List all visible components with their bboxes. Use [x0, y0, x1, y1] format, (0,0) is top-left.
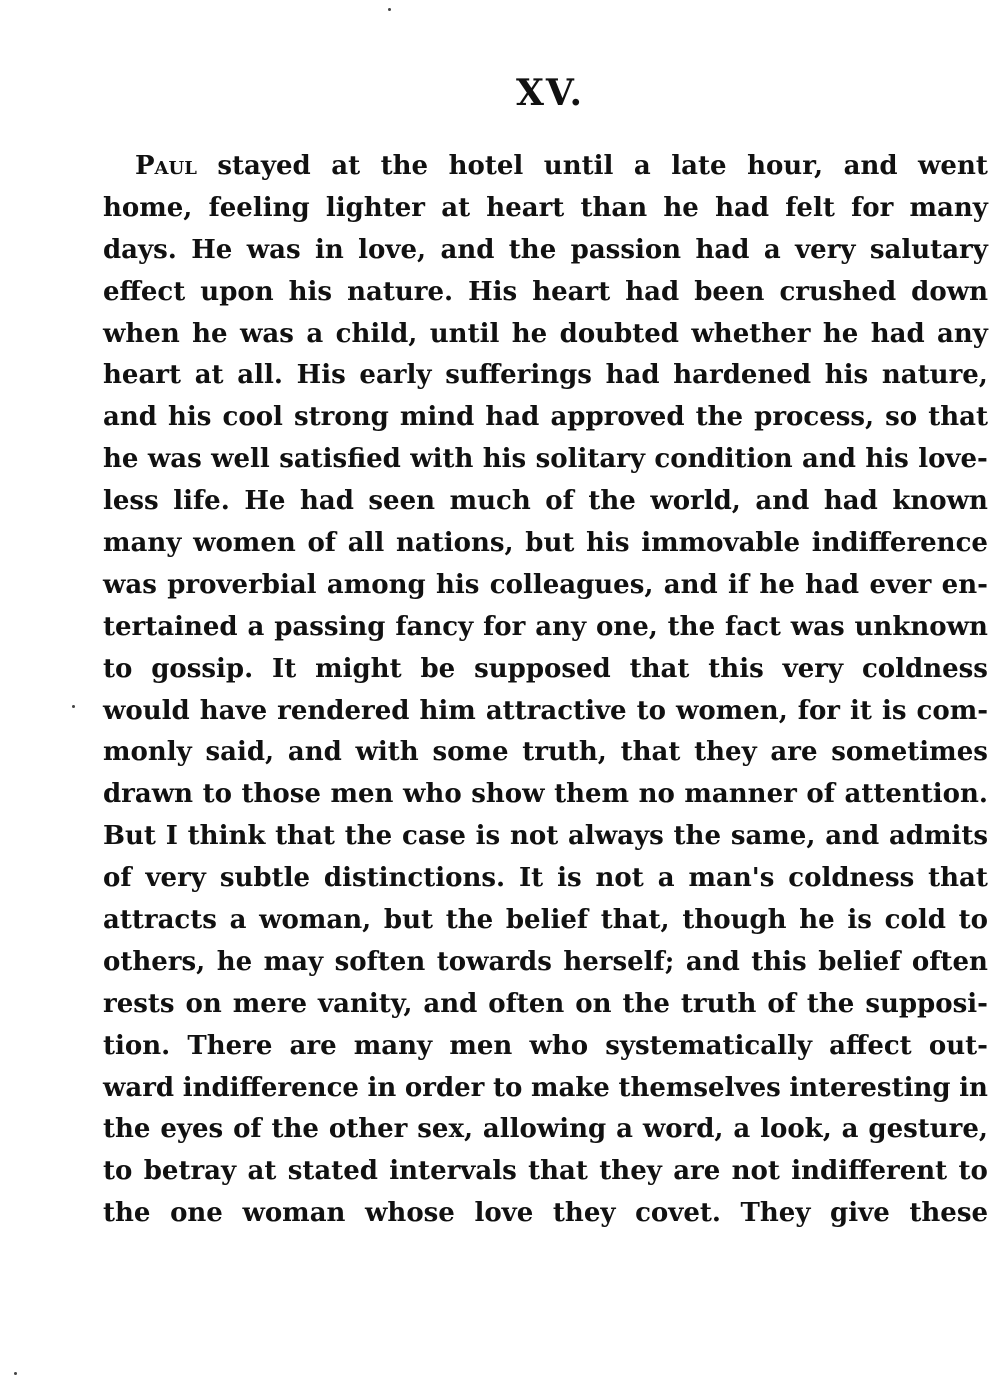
body-text	[103, 146, 988, 1235]
text-line: tion. There are many men who systematically affect out-	[103, 1030, 988, 1061]
text-line: ward indifference in order to make themselves interesting in	[103, 1072, 988, 1103]
text-line: monly said, and with some truth, that they are sometimes	[103, 737, 988, 768]
text-line: home, feeling lighter at heart than he had felt for many	[103, 192, 988, 223]
text-line: was proverbial among his colleagues, and if he had ever en-	[103, 569, 988, 600]
text-line: the one woman whose love they covet. They give these	[103, 1198, 988, 1229]
text-line: Paul stayed at the hotel until a late hour, and went	[135, 151, 988, 181]
text-line: the eyes of the other sex, allowing a word, a look, a gesture,	[103, 1114, 988, 1145]
text-line: of very subtle distinctions. It is not a man's coldness that	[103, 863, 988, 894]
text-line: would have rendered him attractive to women, for it is com-	[103, 695, 988, 726]
text-line: attracts a woman, but the belief that, though he is cold to	[103, 905, 988, 936]
text-line: to betray at stated intervals that they are not indifferent to	[103, 1156, 988, 1187]
scan-speck	[72, 705, 75, 708]
text-line: others, he may soften towards herself; and this belief often	[103, 946, 988, 977]
text-line: heart at all. His early sufferings had hardened his nature,	[103, 360, 988, 391]
text-line: when he was a child, until he doubted whether he had any	[103, 318, 988, 349]
text-line: drawn to those men who show them no manner of attention.	[103, 779, 988, 810]
scan-speck	[14, 1372, 17, 1375]
text-line: many women of all nations, but his immovable indifference	[103, 528, 988, 559]
text-line: to gossip. It might be supposed that this very coldness	[103, 653, 988, 684]
scan-speck	[388, 8, 391, 11]
text-line: rests on mere vanity, and often on the truth of the supposi-	[103, 988, 988, 1019]
text-line: tertained a passing fancy for any one, the fact was unknown	[103, 611, 988, 642]
text-line: But I think that the case is not always the same, and admits	[103, 821, 988, 852]
text-line: effect upon his nature. His heart had been crushed down	[103, 276, 988, 307]
text-line: he was well satisfied with his solitary condition and his love-	[103, 444, 988, 475]
text-line: days. He was in love, and the passion had a very salutary	[103, 234, 988, 265]
text-line: and his cool strong mind had approved the process, so that	[103, 402, 988, 433]
chapter-heading: XV.	[515, 72, 585, 114]
text-line: less life. He had seen much of the world, and had known	[103, 486, 988, 517]
